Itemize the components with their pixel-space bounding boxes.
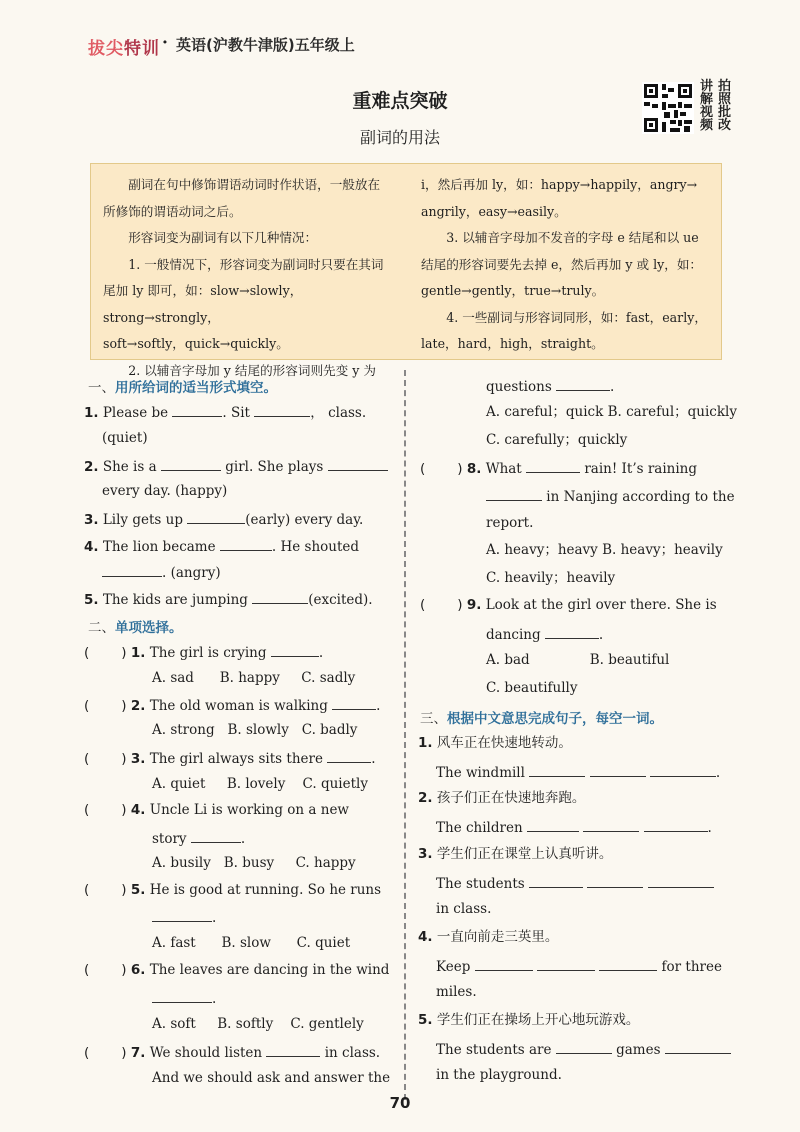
column-divider xyxy=(404,370,406,1100)
note-line: 1. 一般情况下，形容词变为副词时只要在其词 xyxy=(128,256,384,272)
note-line: 2. 以辅音字母加 y 结尾的形容词则先变 y 为 xyxy=(128,362,376,378)
s2-q8-stem: ( ) 8. What rain! It’s raining xyxy=(420,458,697,478)
book-title: 英语(沪教牛津版)五年级上 xyxy=(176,36,355,54)
s3-q4-blank3[interactable] xyxy=(599,956,657,971)
s1-q3: 3. Lily gets up (early) every day. xyxy=(84,509,363,529)
note-right-column xyxy=(421,172,713,358)
s2-q7-blank2[interactable] xyxy=(556,376,610,391)
s2-q7-stem2: And we should ask and answer the xyxy=(152,1070,391,1086)
header-dot: · xyxy=(162,33,168,53)
s1-q5-blank[interactable] xyxy=(252,589,308,604)
s3-q1-en: The windmill . xyxy=(436,762,720,782)
s2-q2-blank[interactable] xyxy=(332,695,376,710)
s3-q4-en2: miles. xyxy=(436,984,477,1000)
s3-q5-cn: 5. 学生们正在操场上开心地玩游戏。 xyxy=(418,1012,640,1028)
note-left-column xyxy=(103,172,403,384)
brand-part2: 特训 xyxy=(124,39,160,59)
s2-q8-blank1[interactable] xyxy=(526,458,580,473)
s3-q4-en: Keep for three xyxy=(436,956,722,976)
s2-q4-stem2: story . xyxy=(152,828,245,848)
s1-q4-blank1[interactable] xyxy=(220,536,272,551)
page-title: 重难点突破 xyxy=(352,90,448,112)
note-line: 副词在句中修饰谓语动词时作状语，一般放在 xyxy=(128,177,381,192)
note-line: angrily，easy→easily。 xyxy=(421,203,567,219)
s3-q3-blank3[interactable] xyxy=(648,873,714,888)
note-line: i，然后再加 ly，如：happy→happily，angry→ xyxy=(421,177,698,192)
s2-q9-option2: C. beautifully xyxy=(486,680,578,696)
page-subtitle: 副词的用法 xyxy=(359,128,440,147)
s1-q5: 5. The kids are jumping (excited). xyxy=(84,589,373,609)
s2-q7-option1: A. careful；quick B. careful；quickly xyxy=(486,404,737,420)
s2-q3-blank[interactable] xyxy=(327,748,371,763)
s3-q1-blank2[interactable] xyxy=(590,762,646,777)
note-line: 结尾的形容词要先去掉 e，然后再加 y 或 ly，如： xyxy=(421,256,703,272)
s2-q8-option2: C. heavily；heavily xyxy=(486,570,616,586)
s2-q7-option2: C. carefully；quickly xyxy=(486,432,628,448)
s2-q5-stem: ( ) 5. He is good at running. So he runs xyxy=(84,882,382,898)
s1-q4-blank2[interactable] xyxy=(102,562,162,577)
s2-q4-stem: ( ) 4. Uncle Li is working on a new xyxy=(84,802,349,818)
s1-q1-line2: (quiet) xyxy=(102,430,148,446)
s2-q8-stem3: report. xyxy=(486,515,534,531)
s3-q3-en: The students xyxy=(436,873,714,893)
note-line: 尾加 ly 即可，如：slow→slowly，strong→strongly， xyxy=(103,283,303,325)
s2-q9-stem2: dancing . xyxy=(486,624,603,644)
s2-q6-options: A. soft B. softly C. gentlely xyxy=(152,1016,364,1032)
s3-q3-blank2[interactable] xyxy=(587,873,643,888)
s1-q1-blank2[interactable] xyxy=(254,402,310,417)
s2-q6-stem2: . xyxy=(152,988,216,1008)
brand-part1: 拔尖 xyxy=(88,39,124,59)
s2-q9-option1: A. bad B. beautiful xyxy=(486,652,670,668)
s3-q4-blank1[interactable] xyxy=(475,956,533,971)
s1-q3-blank[interactable] xyxy=(187,509,245,524)
note-line: 所修饰的谓语动词之后。 xyxy=(103,203,242,219)
s2-q2-options: A. strong B. slowly C. badly xyxy=(152,722,358,738)
qr-code-icon[interactable] xyxy=(642,82,694,134)
s2-q8-blank2[interactable] xyxy=(486,486,542,501)
section1-heading: 一、用所给词的适当形式填空。 xyxy=(88,380,277,396)
s2-q2-stem: ( ) 2. The old woman is walking . xyxy=(84,695,380,715)
s3-q2-blank2[interactable] xyxy=(583,817,639,832)
s2-q8-stem2: in Nanjing according to the xyxy=(486,486,735,506)
note-line: late，hard，high，straight。 xyxy=(421,336,604,351)
s3-q2-blank3[interactable] xyxy=(644,817,708,832)
s1-q2-line1: 2. She is a girl. She plays xyxy=(84,456,388,476)
section3-heading: 三、根据中文意思完成句子，每空一词。 xyxy=(420,711,663,727)
note-line: 形容词变为副词有以下几种情况： xyxy=(128,230,318,245)
s2-q9-blank[interactable] xyxy=(545,624,599,639)
s3-q1-cn: 1. 风车正在快速地转动。 xyxy=(418,735,572,751)
s2-q7-stem3: questions . xyxy=(486,376,614,396)
s3-q5-blank2[interactable] xyxy=(665,1039,731,1054)
s3-q3-cn: 3. 学生们正在课堂上认真听讲。 xyxy=(418,846,613,862)
note-line: soft→softly，quick→quickly。 xyxy=(103,336,289,351)
s2-q3-options: A. quiet B. lovely C. quietly xyxy=(152,776,368,792)
s2-q7-blank1[interactable] xyxy=(266,1042,320,1057)
brand-logo xyxy=(88,34,160,59)
s1-q2-blank1[interactable] xyxy=(161,456,221,471)
note-line: gentle→gently，true→truly。 xyxy=(421,283,605,298)
s2-q6-blank[interactable] xyxy=(152,988,212,1003)
s1-q2-line2: every day. (happy) xyxy=(102,483,228,499)
s3-q3-en2: in class. xyxy=(436,901,492,917)
page-number: 70 xyxy=(389,1094,411,1112)
s1-q2-blank2[interactable] xyxy=(328,456,388,471)
s2-q4-options: A. busily B. busy C. happy xyxy=(152,855,356,871)
s2-q4-blank[interactable] xyxy=(191,828,241,843)
s3-q2-blank1[interactable] xyxy=(527,817,579,832)
s3-q4-cn: 4. 一直向前走三英里。 xyxy=(418,929,559,945)
s3-q5-en: The students are games xyxy=(436,1039,731,1059)
s2-q1-blank[interactable] xyxy=(271,642,319,657)
section2-heading: 二、单项选择。 xyxy=(88,620,183,636)
s2-q5-options: A. fast B. slow C. quiet xyxy=(152,935,351,951)
s1-q4-line1: 4. The lion became . He shouted xyxy=(84,536,359,556)
s3-q2-en: The children . xyxy=(436,817,712,837)
s3-q5-en2: in the playground. xyxy=(436,1067,562,1083)
s3-q2-cn: 2. 孩子们正在快速地奔跑。 xyxy=(418,790,586,806)
qr-caption: 讲 拍 解 照 视 批 频 改 xyxy=(700,79,732,133)
s1-q4-line2: . (angry) xyxy=(102,562,221,582)
s2-q1-stem: ( ) 1. The girl is crying . xyxy=(84,642,323,662)
s2-q8-option1: A. heavy；heavy B. heavy；heavily xyxy=(486,542,723,558)
s2-q5-blank[interactable] xyxy=(152,907,212,922)
s2-q3-stem: ( ) 3. The girl always sits there . xyxy=(84,748,376,768)
s2-q5-stem2: . xyxy=(152,907,216,927)
s3-q1-blank3[interactable] xyxy=(650,762,716,777)
note-line: 4. 一些副词与形容词同形，如：fast，early， xyxy=(446,309,707,325)
note-line: 3. 以辅音字母加不发音的字母 e 结尾和以 ue xyxy=(446,230,699,245)
s1-q1-blank1[interactable] xyxy=(172,402,222,417)
s3-q3-blank1[interactable] xyxy=(529,873,583,888)
s3-q1-blank1[interactable] xyxy=(529,762,585,777)
s2-q6-stem: ( ) 6. The leaves are dancing in the wind xyxy=(84,962,390,978)
s2-q1-options: A. sad B. happy C. sadly xyxy=(152,670,356,686)
s3-q4-blank2[interactable] xyxy=(537,956,595,971)
s2-q7-stem: ( ) 7. We should listen in class. xyxy=(84,1042,380,1062)
s1-q1-line1: 1. Please be . Sit ， class. xyxy=(84,402,366,422)
s2-q9-stem: ( ) 9. Look at the girl over there. She is xyxy=(420,597,717,613)
s3-q5-blank1[interactable] xyxy=(556,1039,612,1054)
grammar-note-box xyxy=(90,163,722,378)
